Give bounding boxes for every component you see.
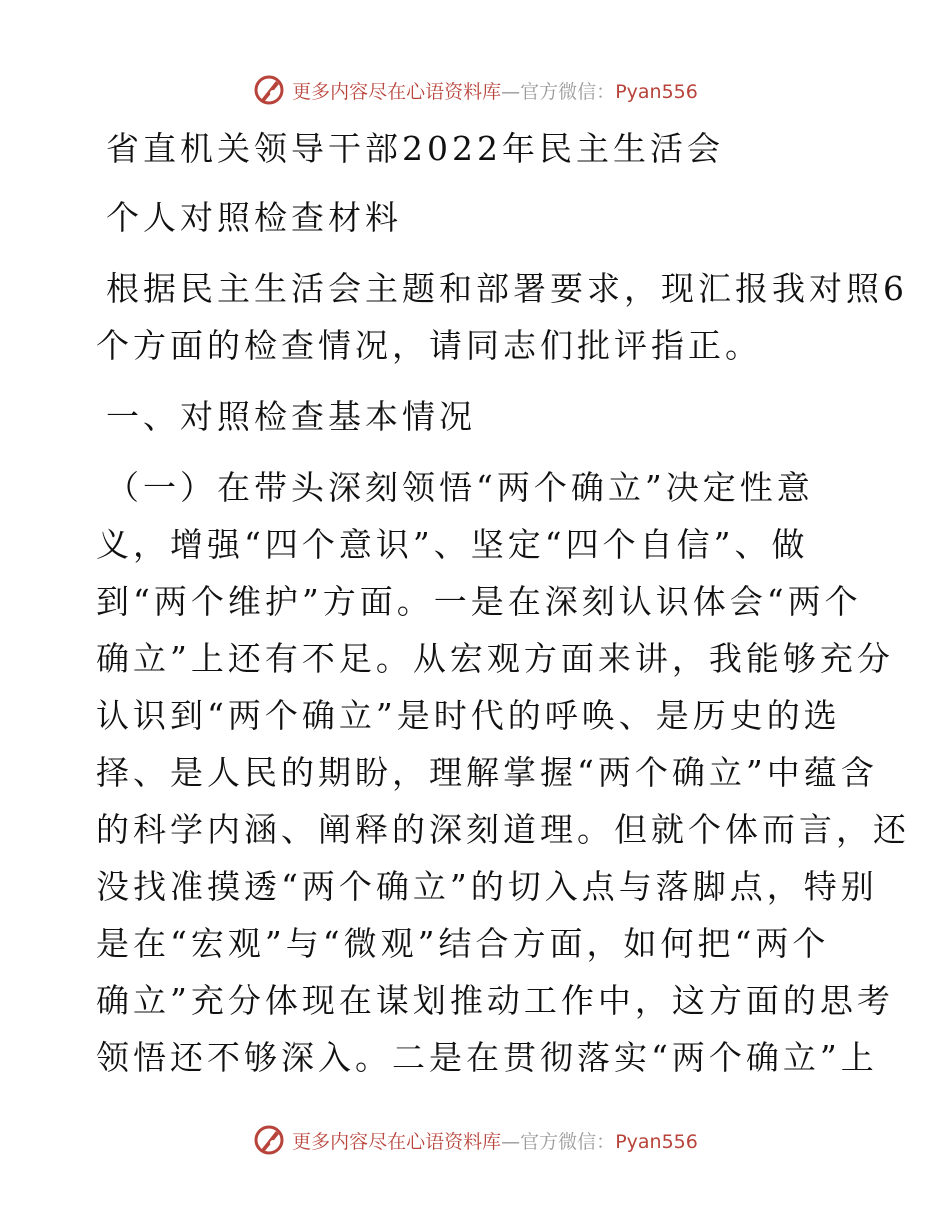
brush-pen-logo-icon (252, 73, 286, 107)
paragraph-line: 是在“宏观”与“微观”结合方面，如何把“两个 (96, 924, 830, 963)
document-title: 省直机关领导干部2022年民主生活会 (106, 129, 724, 168)
paragraph-line: 没找准摸透“两个确立”的切入点与落脚点，特别 (96, 867, 878, 906)
paragraph-line: 领悟还不够深入。二是在贯彻落实“两个确立”上 (96, 1038, 878, 1077)
watermark-text (292, 1127, 698, 1154)
brush-pen-logo-icon (252, 1123, 286, 1157)
watermark-dash: — (501, 80, 521, 103)
watermark-brand: 更多内容尽在心语资料库 (292, 80, 502, 103)
watermark-header (0, 70, 950, 110)
watermark-label: 官方微信： (520, 1130, 616, 1153)
watermark-text (292, 77, 698, 104)
watermark-account: Pyan556 (615, 80, 698, 103)
watermark-account: Pyan556 (615, 1130, 698, 1153)
section-heading: 一、对照检查基本情况 (106, 397, 476, 436)
paragraph-line: 确立”充分体现在谋划推动工作中，这方面的思考 (96, 981, 894, 1020)
paragraph-line: （一）在带头深刻领悟“两个确立”决定性意 (106, 468, 814, 507)
paragraph-line: 择、是人民的期盼，理解掌握“两个确立”中蕴含 (96, 753, 878, 792)
intro-line-2: 个方面的检查情况，请同志们批评指正。 (96, 326, 762, 365)
paragraph-line: 的科学内涵、阐释的深刻道理。但就个体而言，还 (96, 810, 910, 849)
watermark-label: 官方微信： (520, 80, 616, 103)
paragraph-line: 确立”上还有不足。从宏观方面来讲，我能够充分 (96, 639, 894, 678)
paragraph-line: 认识到“两个确立”是时代的呼唤、是历史的选 (96, 696, 841, 735)
watermark-brand: 更多内容尽在心语资料库 (292, 1130, 502, 1153)
watermark-footer (0, 1120, 950, 1160)
paragraph-line: 到“两个维护”方面。一是在深刻认识体会“两个 (96, 582, 862, 621)
paragraph-line: 义，增强“四个意识”、坚定“四个自信”、做 (96, 525, 809, 564)
intro-line-1: 根据民主生活会主题和部署要求，现汇报我对照6 (106, 269, 908, 308)
document-body (96, 120, 910, 1086)
watermark-dash: — (501, 1130, 521, 1153)
document-subtitle: 个人对照检查材料 (106, 198, 402, 237)
